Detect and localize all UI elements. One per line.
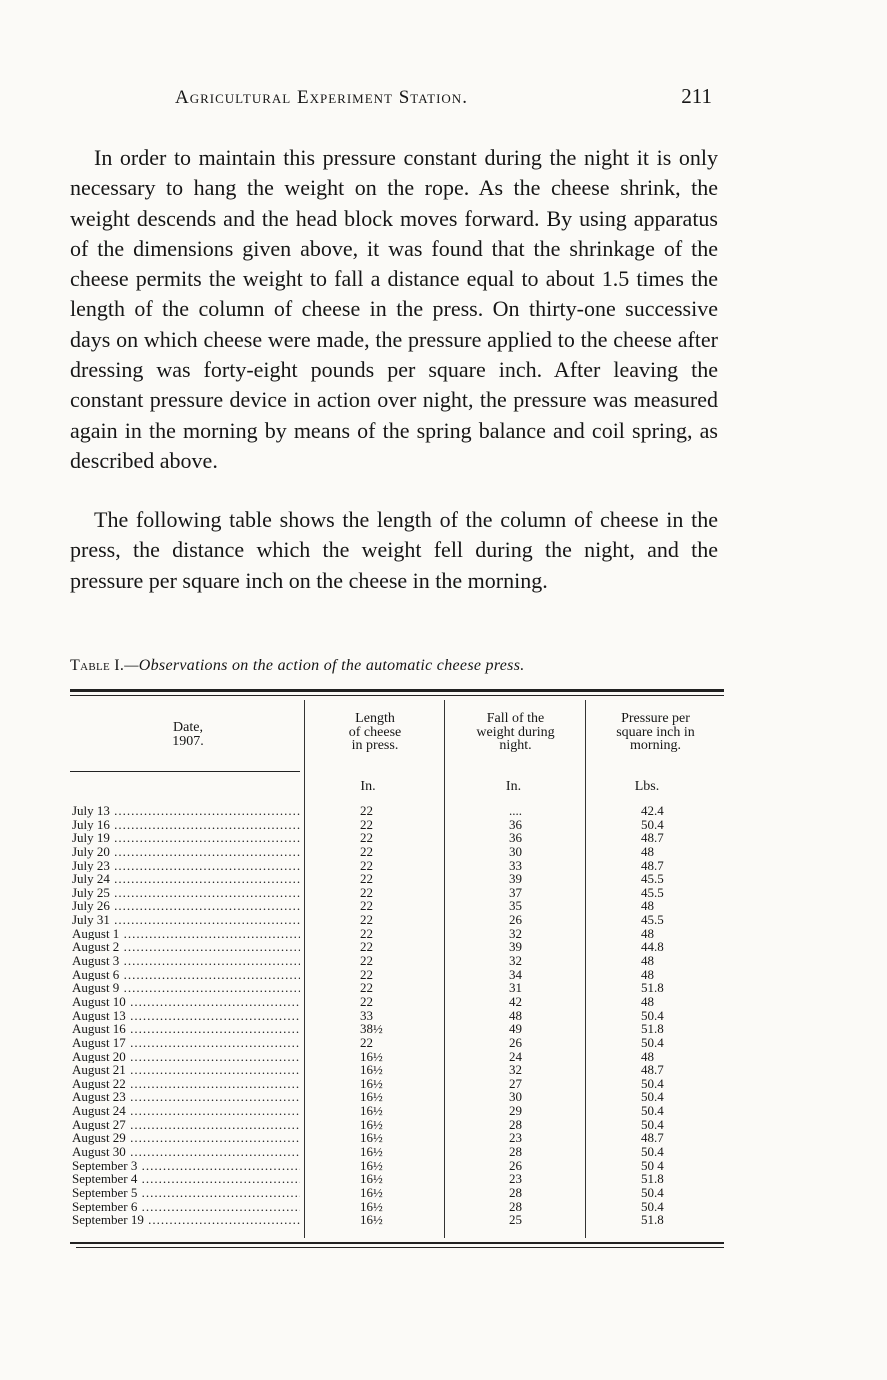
table-row <box>72 1104 724 1118</box>
row-fall: 31 <box>509 980 522 996</box>
row-pressure: 51.8 <box>641 1212 664 1228</box>
row-date: August 29 ..... <box>72 1131 300 1145</box>
row-length: 22 <box>360 803 373 818</box>
row-length: 16½ <box>360 1144 383 1160</box>
body-paragraph: The following table shows the length of the column of cheese in the press, the distance which the weight fell during the night, and the pressure per square inch on the cheese in the morning. <box>70 507 718 593</box>
table-row <box>72 927 724 941</box>
row-date: July 16 ..... <box>72 818 300 832</box>
table-row <box>72 1050 724 1064</box>
running-head: Agricultural Experiment Station. <box>175 87 468 108</box>
table-row <box>72 1145 724 1159</box>
table-row <box>72 818 724 832</box>
row-fall: 32 <box>509 1062 522 1078</box>
row-length: 16½ <box>360 1048 383 1064</box>
table-row <box>72 1063 724 1077</box>
table-row <box>72 995 724 1009</box>
row-pressure: 50.4 <box>641 1198 664 1214</box>
row-pressure: 48 <box>641 953 654 969</box>
column-header-fall: Fall of the weight during night. <box>476 711 555 753</box>
unit-fall: In. <box>505 779 522 794</box>
table-row <box>72 1131 724 1145</box>
row-pressure: 48 <box>641 966 654 982</box>
row-date: August 21 ..... <box>72 1063 300 1077</box>
row-date: September 4 ..... <box>72 1172 300 1186</box>
row-length: 16½ <box>360 1089 383 1105</box>
table-bottom-rule <box>76 1247 724 1248</box>
table-caption-label: Table I. <box>70 657 125 674</box>
row-length: 16½ <box>360 1130 383 1146</box>
row-pressure: 48.7 <box>641 1062 664 1078</box>
row-pressure: 48 <box>641 993 654 1009</box>
row-fall: 23 <box>509 1171 522 1187</box>
column-header-pressure: Pressure per square inch in morning. <box>616 711 695 753</box>
row-date: August 16 ..... <box>72 1022 300 1036</box>
table-row <box>72 1036 724 1050</box>
row-length: 16½ <box>360 1212 383 1228</box>
table-row <box>72 1213 724 1227</box>
row-length: 22 <box>360 939 373 955</box>
page-header <box>70 82 718 112</box>
row-pressure: 51.8 <box>641 1171 664 1187</box>
table-row <box>72 1186 724 1200</box>
row-fall: 24 <box>509 1048 522 1064</box>
row-date: July 31 ..... <box>72 913 300 927</box>
row-pressure: 50.4 <box>641 1034 664 1050</box>
table-row <box>72 1077 724 1091</box>
row-length: 16½ <box>360 1171 383 1187</box>
row-length: 38½ <box>360 1021 383 1037</box>
row-length: 22 <box>360 925 373 941</box>
row-date: September 19 ..... <box>72 1213 300 1227</box>
row-pressure: 50 4 <box>641 1157 664 1173</box>
row-fall: 49 <box>509 1021 522 1037</box>
row-fall: 29 <box>509 1103 522 1119</box>
row-length: 22 <box>360 898 373 914</box>
row-fall: 25 <box>509 1212 522 1228</box>
unit-length: In. <box>360 779 376 794</box>
row-fall: 28 <box>509 1198 522 1214</box>
row-date: September 6 ..... <box>72 1200 300 1214</box>
row-date: August 17 ..... <box>72 1036 300 1050</box>
row-length: 16½ <box>360 1075 383 1091</box>
row-date: August 6 ..... <box>72 968 300 982</box>
row-length: 16½ <box>360 1157 383 1173</box>
row-length: 22 <box>360 953 373 969</box>
row-pressure: 48 <box>641 843 654 859</box>
row-date: August 20 ..... <box>72 1050 300 1064</box>
row-length: 22 <box>360 884 373 900</box>
row-length: 22 <box>360 816 373 832</box>
column-header-date: Date, 1907. <box>172 720 204 749</box>
row-fall: 36 <box>509 816 522 832</box>
row-fall: 26 <box>509 1157 522 1173</box>
row-pressure: 48.7 <box>641 830 664 846</box>
row-pressure: 50.4 <box>641 1089 664 1105</box>
row-pressure: 45.5 <box>641 912 664 928</box>
unit-pressure: Lbs. <box>634 779 660 794</box>
row-pressure: 45.5 <box>641 871 664 887</box>
table-row <box>72 954 724 968</box>
row-date: July 26 ..... <box>72 899 300 913</box>
row-date: July 23 ..... <box>72 859 300 873</box>
row-date: July 20 ..... <box>72 845 300 859</box>
row-date: August 24 ..... <box>72 1104 300 1118</box>
row-date: August 23 ..... <box>72 1090 300 1104</box>
table-row <box>72 1009 724 1023</box>
row-length: 22 <box>360 871 373 887</box>
row-length: 16½ <box>360 1103 383 1119</box>
row-length: 22 <box>360 993 373 1009</box>
table-row <box>72 831 724 845</box>
table-row <box>72 845 724 859</box>
table-header-rule <box>70 771 300 772</box>
row-date: August 13 ..... <box>72 1009 300 1023</box>
table-row <box>72 859 724 873</box>
row-pressure: 50.4 <box>641 1007 664 1023</box>
row-date: August 27 ..... <box>72 1118 300 1132</box>
table-row <box>72 899 724 913</box>
row-pressure: 50.4 <box>641 1144 664 1160</box>
row-date: August 10 ..... <box>72 995 300 1009</box>
row-pressure: 50.4 <box>641 1184 664 1200</box>
row-date: July 13 ..... <box>72 804 300 818</box>
row-fall: 42 <box>509 993 522 1009</box>
row-fall: 30 <box>509 1089 522 1105</box>
table-row <box>72 1090 724 1104</box>
row-pressure: 50.4 <box>641 816 664 832</box>
row-length: 33 <box>360 1007 373 1023</box>
table-top-rule <box>70 695 724 696</box>
row-pressure: 48 <box>641 925 654 941</box>
row-fall: 35 <box>509 898 522 914</box>
table-body <box>72 804 724 1227</box>
row-pressure: 48.7 <box>641 1130 664 1146</box>
row-pressure: 51.8 <box>641 980 664 996</box>
table-row <box>72 1118 724 1132</box>
row-length: 22 <box>360 857 373 873</box>
row-date: July 19 ..... <box>72 831 300 845</box>
row-date: August 22 ..... <box>72 1077 300 1091</box>
row-date: August 9 ..... <box>72 981 300 995</box>
row-length: 16½ <box>360 1062 383 1078</box>
row-length: 22 <box>360 843 373 859</box>
table-row <box>72 968 724 982</box>
column-header-length: Length of cheese in press. <box>348 711 402 753</box>
body-paragraph: In order to maintain this pressure constant during the night it is only necessary to hang the weight on the rope. As the cheese shrink, the weight descends and the head block moves forward. By using apparatus of the dimensions given above, it was found that the shrinkage of the cheese permits the weight to fall a distance equal to about 1.5 times the length of the column of cheese in the press. On thirty-one successive days on which cheese were made, the pressure applied to the cheese after dressing was forty-eight pounds per square inch. After leaving the constant pressure device in action over night, the pressure was measured again in the morning by means of the spring balance and coil spring, as described above. <box>70 145 718 473</box>
row-fall: 26 <box>509 912 522 928</box>
row-pressure: 50.4 <box>641 1116 664 1132</box>
row-fall: 39 <box>509 871 522 887</box>
table-caption-text: —Observations on the action of the automatic cheese press. <box>124 657 525 674</box>
row-fall: 28 <box>509 1184 522 1200</box>
row-fall: 27 <box>509 1075 522 1091</box>
row-fall: 48 <box>509 1007 522 1023</box>
row-fall: 26 <box>509 1034 522 1050</box>
table-row <box>72 981 724 995</box>
row-pressure: 48 <box>641 898 654 914</box>
table-row <box>72 886 724 900</box>
row-length: 22 <box>360 912 373 928</box>
row-length: 22 <box>360 830 373 846</box>
row-fall: 23 <box>509 1130 522 1146</box>
row-pressure: 44.8 <box>641 939 664 955</box>
row-length: 16½ <box>360 1184 383 1200</box>
row-length: 16½ <box>360 1198 383 1214</box>
row-pressure: 48 <box>641 1048 654 1064</box>
page-number: 211 <box>681 84 712 108</box>
row-fall: 37 <box>509 884 522 900</box>
row-fall: 32 <box>509 925 522 941</box>
row-pressure: 50.4 <box>641 1103 664 1119</box>
row-date: August 30 ..... <box>72 1145 300 1159</box>
row-date: July 25 ..... <box>72 886 300 900</box>
table-row <box>72 1159 724 1173</box>
table-row <box>72 872 724 886</box>
table-row <box>72 913 724 927</box>
row-pressure: 48.7 <box>641 857 664 873</box>
table-row <box>72 804 724 818</box>
row-length: 22 <box>360 966 373 982</box>
row-fall: 36 <box>509 830 522 846</box>
row-pressure: 42.4 <box>641 803 664 818</box>
row-length: 22 <box>360 980 373 996</box>
table-row <box>72 1022 724 1036</box>
row-fall: 32 <box>509 953 522 969</box>
row-fall: 34 <box>509 966 522 982</box>
table-caption <box>70 657 730 675</box>
row-date: August 3 ..... <box>72 954 300 968</box>
row-length: 16½ <box>360 1116 383 1132</box>
row-fall: 28 <box>509 1116 522 1132</box>
row-pressure: 51.8 <box>641 1021 664 1037</box>
table-row <box>72 1200 724 1214</box>
row-date: August 2 ..... <box>72 940 300 954</box>
row-date: July 24 ..... <box>72 872 300 886</box>
row-date: August 1 ..... <box>72 927 300 941</box>
table-top-rule <box>70 689 724 692</box>
row-fall: 30 <box>509 843 522 859</box>
row-pressure: 50.4 <box>641 1075 664 1091</box>
row-length: 22 <box>360 1034 373 1050</box>
table-row <box>72 1172 724 1186</box>
table-bottom-rule <box>70 1242 724 1244</box>
row-fall: .... <box>509 803 522 818</box>
row-date: September 3 ..... <box>72 1159 300 1173</box>
row-fall: 28 <box>509 1144 522 1160</box>
row-pressure: 45.5 <box>641 884 664 900</box>
row-fall: 39 <box>509 939 522 955</box>
row-fall: 33 <box>509 857 522 873</box>
table-row <box>72 940 724 954</box>
row-date: September 5 ..... <box>72 1186 300 1200</box>
